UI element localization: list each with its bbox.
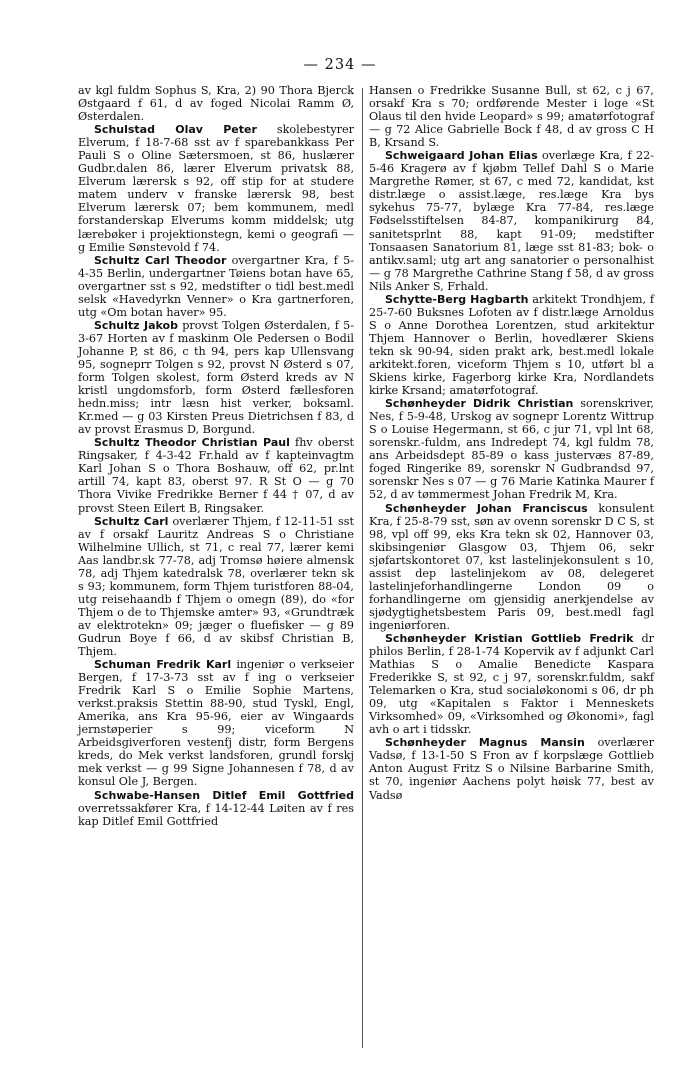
entry-text: overgartner Kra, f 5-4-35 Berlin, undergartner Tøiens botan have 65, overgartner sst s 92, medstifter o tidl best.medl selsk «Havedyrkn Venner» o Kra gartnerforen, utg «Om botan haver» 95. — [78, 253, 354, 319]
entry — [78, 319, 354, 436]
entry — [369, 149, 654, 293]
entry-text: ingeniør o verkseier Bergen, f 17-3-73 sst av f ing o verkseier Fredrik Karl S o Emilie Sophie Martens, verkst.praksis Stettin 88-90, stud Tyskl, Engl, Amerika, ans Kra 95-96, eier av Wingaards jernstøperier s 99; viceform N Arbeidsgiverforen vestenfj distr, form Bergens kreds, do Mek verkst landsforen, grundl forskj mek verkst — g 99 Signe Johannesen f 78, d av konsul Ole J, Bergen. — [78, 658, 354, 789]
entry-name: Schønheyder Kristian Gottlieb Fredrik — [385, 631, 634, 645]
left-column — [78, 84, 354, 828]
entry — [78, 84, 354, 123]
entry-text: sorenskriver, Nes, f 5-9-48, Urskog av sognepr Lorentz Wittrup S o Louise Hegermann, st 66, c jur 71, vpl lnt 68, sorenskr.-fuldm, ans Indredept 74, kgl fuldm 78, ans Arbeidsdept 85-89 o kass justervæs 87-89, foged Ringerike 89, sorenskr N Gudbrandsd 97, sorenskr Nes s 07 — g 76 Marie Katinka Maurer f 52, d av tømmermest Johan Fredrik M, Kra. — [369, 397, 654, 502]
entry-name: Schytte-Berg Hagbarth — [385, 292, 529, 306]
entry-name: Schønheyder Magnus Mansin — [385, 736, 585, 750]
entry — [78, 658, 354, 788]
entry-text: Hansen o Fredrikke Susanne Bull, st 62, c j 67, orsakf Kra s 70; ordførende Mester i loge «St Olaus til den hvide Leopard» s 99; amatørfotograf — g 72 Alice Gabrielle Bock f 48, d av gross C H B, Krsand S. — [369, 84, 654, 150]
entry — [78, 123, 354, 253]
entry — [78, 789, 354, 828]
entry-text: fhv oberst Ringsaker, f 4-3-42 Fr.hald av f kapteinvagtm Karl Johan S o Thora Boshauw, off 62, pr.lnt artill 74, kapt 83, oberst 97. R St O — g 70 Thora Vivike Fredrikke Berner f 44 † 07, d av provst Steen Eilert B, Ringsaker. — [78, 436, 355, 515]
entry-name: Schultz Carl — [94, 514, 169, 528]
entry-text: overlæge Kra, f 22-5-46 Kragerø av f kjøbm Tellef Dahl S o Marie Margrethe Rømer, st 67, c med 72, kandidat, kst distr.læge o assist.læge, res.læge Kra bys sykehus 75-77, bylæge Kra 77-84, res.læge Fødselsstiftelsen 84-87, kompanikirurg 84, sanitetsprlnt 88, kapt 91-09; medstifter Tonsaasen Sanatorium 81, læge sst 81-83; bok- o antikv.saml; utg art ang sanatorier o personalhist — g 78 Margrethe Cathrine Stang f 58, d av gross Nils Anker S, Frhald. — [369, 149, 655, 293]
entry-text: provst Tolgen Østerdalen, f 5-3-67 Horten av f maskinm Ole Pedersen o Bodil Johanne P, st 86, c th 94, pers kap Ullensvang 95, sogneprr Tolgen s 92, provst N Østerd s 07, form Tolgen skolest, form Østerd kreds av N kristl ungdomsforb, form Østerd fællesforen hedn.miss; intr læsn hist verker, boksaml. Kr.med — g 03 Kirsten Preus Dietrichsen f 83, d av provst Erasmus D, Borgund. — [78, 318, 354, 437]
entry-name: Schultz Jakob — [94, 318, 178, 332]
entry — [369, 397, 654, 501]
entry — [369, 502, 654, 632]
entry-name: Schønheyder Johan Franciscus — [385, 501, 588, 515]
entry-name: Schønheyder Didrik Christian — [385, 397, 574, 411]
entry-text: av kgl fuldm Sophus S, Kra, 2) 90 Thora Bjerck Østgaard f 61, d av foged Nicolai Ramm Ø, Østerdalen. — [78, 84, 354, 124]
entry-text: arkitekt Trondhjem, f 25-7-60 Buksnes Lofoten av f distr.læge Arnoldus S o Anne Dorothea Lorentzen, stud arkitektur Thjem Hannover o Berlin, hovedlærer Skiens tekn sk 90-94, siden prakt ark, best.medl lokale arkitekt.foren, viceform Thjem s 10, utført bl a Skiens kirke, Fagerborg kirke Kra, Nordlandets kirke Krsand; amatørfotograf. — [369, 292, 654, 398]
entry — [78, 254, 354, 319]
entry-text: skolebestyrer Elverum, f 18-7-68 sst av f sparebankkass Per Pauli S o Oline Sætersmoen, st 86, huslærer Gudbr.dalen 86, lærer Elverum privatsk 88, Elverum lærersk s 92, off stip for at studere matem underv v franske lærersk 98, best Elverum lærersk 07; bem kommunem, medl forstanderskap Elverums komm middelsk; utg lærebøker i projektionstegn, kemi o geografi — g Emilie Sønstevold f 74. — [78, 123, 354, 254]
entry-name: Schuman Fredrik Karl — [94, 658, 232, 672]
column-divider — [362, 88, 363, 1048]
entry-name: Schultz Theodor Christian Paul — [94, 436, 290, 450]
entry-text: overretssakfører Kra, f 14-12-44 Løiten av f res kap Ditlef Emil Gottfried — [78, 801, 354, 828]
entry — [369, 84, 654, 149]
entry-text: konsulent Kra, f 25-8-79 sst, søn av ovenn sorenskr D C S, st 98, vpl off 99, eks Kra tekn sk 02, Hannover 03, skibsingeniør Glasgow 03, Thjem 06, sekr sjøfartskontoret 07, kst lastelinjekonsulent s 10, assist dep lastelinjekom av 08, delegeret lastelinjeforhandlingerne London 09 o forhandlingerne om gjensidig anerkjendelse av sjødygtighetsbestem Paris 09, best.medl fagl ingeniørforen. — [369, 501, 654, 632]
entry-name: Schultz Carl Theodor — [94, 253, 227, 267]
entry — [78, 436, 354, 514]
entry — [78, 515, 354, 659]
entry-text: overlærer Vadsø, f 13-1-50 S Fron av f korpslæge Gottlieb Anton August Fritz S o Nilsine Barbarine Smith, st 70, ingeniør Aachens polyt høisk 77, best av Vadsø — [369, 736, 654, 802]
entry — [369, 736, 654, 801]
entry-name: Schweigaard Johan Elias — [385, 149, 538, 163]
right-column — [369, 84, 654, 802]
entry-text: dr philos Berlin, f 28-1-74 Kopervik av f adjunkt Carl Mathias S o Amalie Benedicte Kaspara Frederikke S, st 92, c j 97, sorenskr.fuldm, sakf Telemarken o Kra, stud socialøkonomi s 06, dr ph 09, utg «Kapitalen s Faktor i Menneskets Virksomhed» 09, «Virksomhed og Økonomi», fagl avh o art i tidsskr. — [369, 631, 654, 737]
entry — [369, 632, 654, 736]
entry-name: Schwabe-Hansen Ditlef Emil Gottfried — [94, 788, 354, 802]
page-number: — 234 — — [303, 57, 377, 73]
entry — [369, 293, 654, 397]
entry-name: Schulstad Olav Peter — [94, 123, 257, 137]
entry-text: overlærer Thjem, f 12-11-51 sst av f orsakf Lauritz Andreas S o Christiane Wilhelmine Ullich, st 71, c real 77, lærer kemi Aas landbr.sk 77-78, adj Tromsø høiere almensk 78, adj Thjem katedralsk 78, overlærer tekn sk s 93; kommunem, form Thjem turistforen 88-04, utg reisehaandb f Thjem o omegn (89), do «for Thjem o de to Thjemske amter» 93, «Grundtræk av elektrotekn» 09; jæger o fluefisker — g 89 Gudrun Boye f 66, d av skibsf Christian B, Thjem. — [78, 514, 355, 659]
